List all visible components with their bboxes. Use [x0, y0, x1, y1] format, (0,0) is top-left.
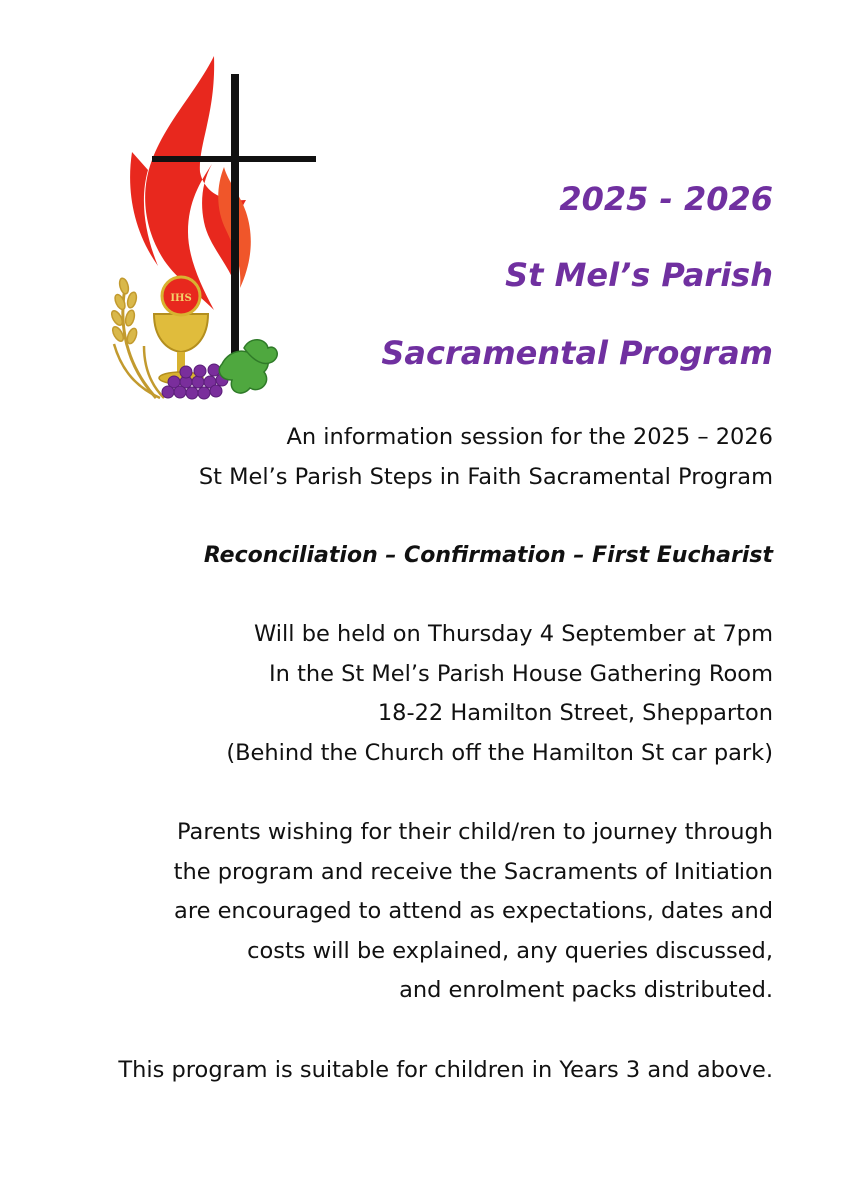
venue-directions: (Behind the Church off the Hamilton St car park) — [226, 739, 773, 766]
details-line: the program and receive the Sacraments of Initiation — [173, 858, 773, 885]
venue-room: In the St Mel’s Parish House Gathering Room — [269, 660, 773, 687]
svg-text:IHS: IHS — [170, 293, 192, 304]
eligibility-note: This program is suitable for children in Years 3 and above. — [118, 1057, 773, 1083]
intro-paragraph — [199, 418, 773, 497]
parish-name-title: St Mel’s Parish — [505, 256, 773, 294]
host-icon — [162, 277, 200, 315]
program-name-title: Sacramental Program — [381, 334, 773, 372]
wheat-icon — [110, 277, 164, 398]
venue-paragraph — [226, 615, 773, 773]
details-paragraph — [174, 813, 773, 1011]
details-line: are encouraged to attend as expectations, dates and — [174, 898, 773, 924]
session-date: Will be held on Thursday 4 September at 7pm — [254, 621, 773, 647]
venue-address: 18-22 Hamilton Street, Shepparton — [377, 700, 773, 726]
parish-logo — [104, 52, 320, 404]
grapes-icon — [162, 364, 228, 399]
vine-leaf-icon — [219, 340, 277, 393]
intro-line: An information session for the 2025 – 2026 — [286, 424, 773, 450]
intro-line: St Mel’s Parish Steps in Faith Sacramental Program — [198, 463, 773, 490]
details-line: costs will be explained, any queries discussed, — [247, 937, 773, 964]
program-years-title: 2025 - 2026 — [559, 180, 773, 218]
details-line: and enrolment packs distributed. — [399, 977, 773, 1003]
details-line: Parents wishing for their child/ren to journey through — [176, 819, 773, 845]
sacraments-heading: Reconciliation – Confirmation – First Eucharist — [203, 543, 773, 568]
